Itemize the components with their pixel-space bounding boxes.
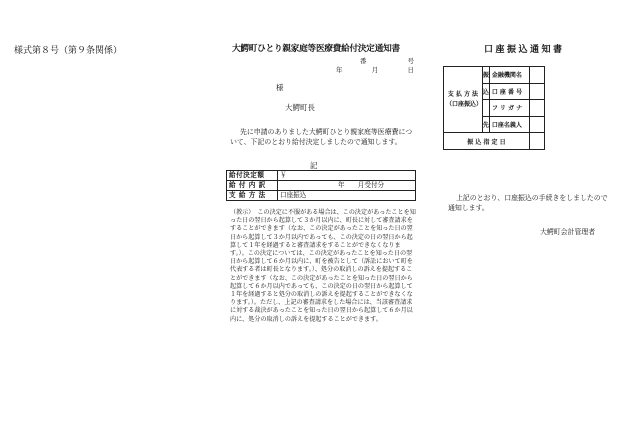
number-label: 番 <box>360 57 367 65</box>
furigana-value <box>529 100 544 117</box>
date-month: 月 <box>371 66 379 74</box>
document-number <box>360 56 414 65</box>
form-number: 様式第８号（第９条関係） <box>14 46 123 56</box>
bank-name-value <box>529 67 544 84</box>
payment-method-sub: （口座振込） <box>446 100 483 108</box>
table-row <box>227 181 416 191</box>
table-row <box>227 171 416 181</box>
payment-method-label: 支 払 方 法 <box>447 90 479 98</box>
col-char-blank <box>482 100 489 117</box>
breakdown-label: 給 付 内 訳 <box>227 181 278 191</box>
col-char-furi: 振 <box>482 67 489 84</box>
col-char-komi: 込 <box>482 83 489 100</box>
number-suffix: 号 <box>407 57 414 65</box>
date-year: 年 <box>336 66 343 74</box>
ki-heading: 記 <box>310 161 318 170</box>
table-row <box>444 133 545 150</box>
amount-label: 給付決定額 <box>227 171 278 181</box>
transfer-notice-body: 上記のとおり、口座振込の手続きをしましたので通知します。 <box>448 194 608 212</box>
payment-table <box>226 170 416 201</box>
account-holder-label: 口座名義人 <box>489 116 529 133</box>
transfer-date-label: 振 込 指 定 日 <box>444 133 530 150</box>
transfer-notice-title: 口座振込通知書 <box>484 45 565 55</box>
table-row <box>227 191 416 201</box>
appeal-instructions: （教示） この決定に不服がある場合は、この決定があったことを知った日の翌日から起算して３か月以内に、町長に対して審査請求をすることができます（なお、この決定があったことを知った日の翌日から起算して３か月以内であっても、この決定の日の翌日から起算して１年を経過すると審査請求をすることができなくなります。）。この決定については、この決定があったことを知った日の翌日から起算して６か月以内に、町を被告として（訴訟において町を代表する者は町長となります。）、処分の取消しの訴えを提起することができます（なお、この決定があったことを知った日の翌日から起算して６か月以内であっても、この決定の日の翌日から起算して１年を経過すると処分の取消しの訴えを提起することができなくなります。）。ただし、上記の審査請求をした場合には、当該審査請求に対する裁決があったことを知った日の翌日から起算して６か月以内に、処分の取消しの訴えを提起することができます。 <box>230 209 416 323</box>
furigana-label: フ リ ガ ナ <box>489 100 529 117</box>
bank-name-label: 金融機関名 <box>489 67 529 84</box>
account-holder-value <box>529 116 544 133</box>
notice-body: 先に申請のありました大鰐町ひとり親家庭等医療費について、下記のとおり給付決定しましたので通知します。 <box>230 128 413 146</box>
payment-method-cell <box>444 67 483 133</box>
date-day: 日 <box>407 66 414 74</box>
breakdown-value: 年 月受付分 <box>278 181 416 191</box>
method-value: 口座振込 <box>278 191 416 201</box>
account-table <box>443 66 545 150</box>
notice-title: 大鰐町ひとり親家庭等医療費給付決定通知書 <box>232 44 400 54</box>
table-row <box>444 67 545 84</box>
treasurer-name: 大鰐町会計管理者 <box>540 228 596 236</box>
addressee-suffix: 様 <box>276 83 284 92</box>
col-char-saki: 先 <box>482 116 489 133</box>
account-number-label: 口 座 番 号 <box>489 83 529 100</box>
amount-value: ￥ <box>278 171 416 181</box>
account-number-value <box>529 83 544 100</box>
method-label: 支 給 方 法 <box>227 191 278 201</box>
issuer-name: 大鰐町長 <box>285 103 315 112</box>
issue-date <box>336 65 414 74</box>
transfer-date-value <box>529 133 544 150</box>
